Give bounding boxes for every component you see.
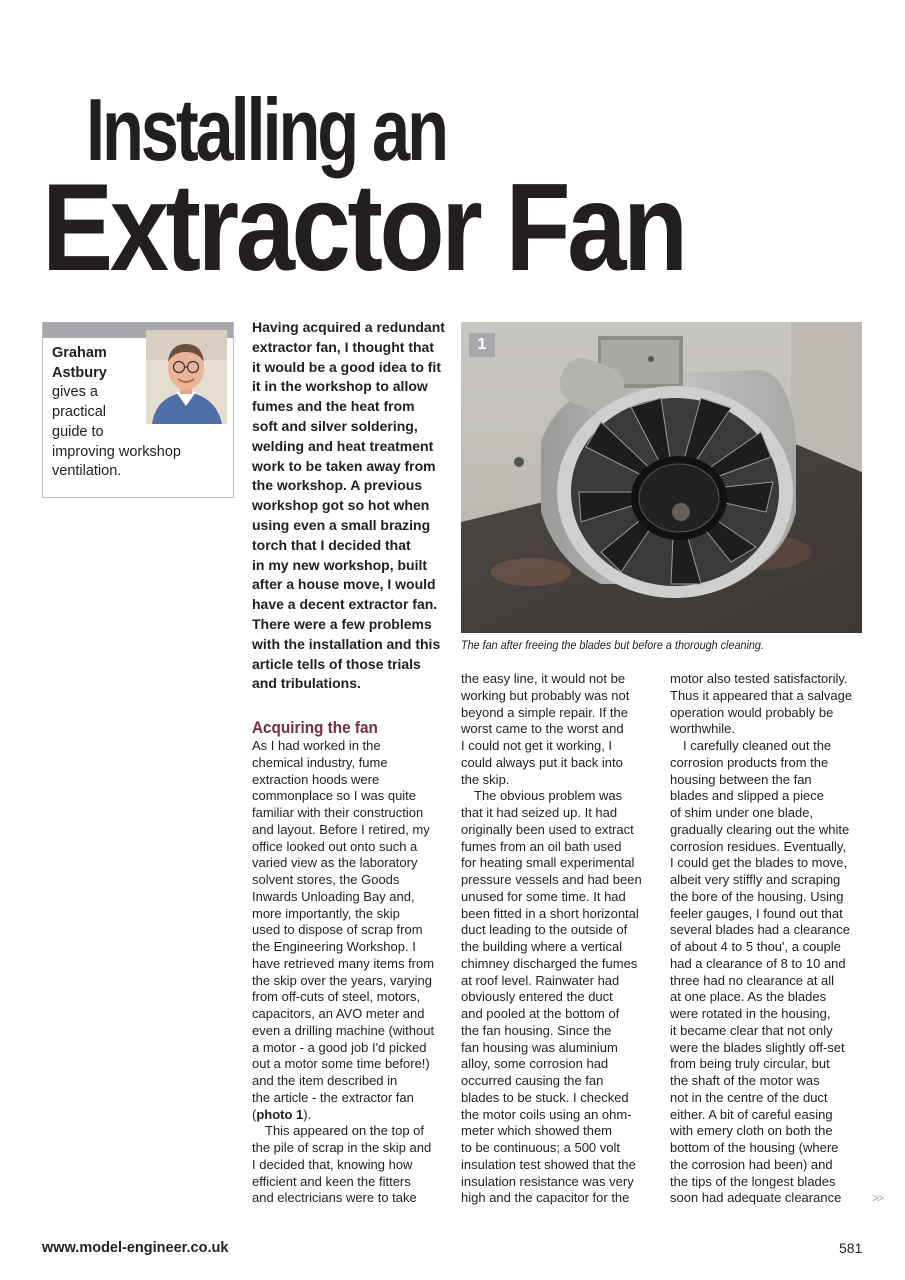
- continue-arrow-icon: >>: [872, 1191, 883, 1205]
- text-line: and pooled at the bottom of: [461, 1006, 620, 1021]
- text-line: obviously entered the duct: [461, 989, 613, 1005]
- text-line: even a drilling machine (without: [252, 1022, 435, 1038]
- text-line: chemical industry, fume: [252, 754, 388, 770]
- author-tagline: improving workshop: [52, 443, 181, 460]
- text-line: albeit very stiffly and scraping: [670, 872, 841, 887]
- text-line: using even a small brazing: [252, 516, 431, 533]
- text-line: torch that I decided that: [252, 536, 411, 553]
- text-line: chimney discharged the fumes: [461, 955, 638, 971]
- title-line-2: Extractor Fan: [42, 159, 685, 297]
- author-box: [42, 322, 234, 498]
- author-tagline: ventilation.: [52, 463, 122, 480]
- text-line: used to dispose of scrap from: [252, 922, 423, 938]
- text-line: were the blades slightly off-set: [670, 1039, 845, 1055]
- text-line: welding and heat treatment: [252, 437, 434, 454]
- text-line: occurred causing the fan: [461, 1073, 604, 1088]
- body-column-1: [252, 738, 452, 1207]
- text-line: had a clearance of 8 to 10 and: [670, 955, 846, 971]
- text-line: work to be taken away from: [252, 457, 436, 474]
- text-line: soon had adequate clearance: [670, 1190, 842, 1206]
- text-line: originally been used to extract: [461, 821, 634, 837]
- text-line: I decided that, knowing how: [252, 1156, 413, 1172]
- text-line: the skip.: [461, 771, 510, 787]
- title-line-1: Installing an: [86, 80, 446, 179]
- text-line: either. A bit of careful easing: [670, 1106, 833, 1122]
- fan-photo: [461, 322, 862, 633]
- text-line: motor also tested satisfactorily.: [670, 671, 848, 686]
- text-line: the article - the extractor fan: [252, 1089, 414, 1105]
- text-line: been fitted in a short horizontal: [461, 905, 639, 921]
- text-line: As I had worked in the: [252, 738, 381, 753]
- text-line: and the item described in: [252, 1073, 398, 1088]
- text-line: the corrosion had been) and: [670, 1156, 833, 1172]
- text-line: several blades had a clearance: [670, 922, 850, 938]
- text-line: a motor - a good job I'd picked: [252, 1039, 427, 1055]
- text-line: to be continuous; a 500 volt: [461, 1140, 621, 1155]
- text-line: Thus it appeared that a salvage: [670, 687, 853, 703]
- text-line: that it had seized up. It had: [461, 805, 618, 820]
- text-line: The obvious problem was: [474, 788, 623, 804]
- text-line: after a house move, I would: [252, 576, 436, 593]
- text-line: from being truly circular, but: [670, 1056, 830, 1072]
- text-line: fumes from an oil bath used: [461, 838, 622, 854]
- text-line: the bore of the housing. Using: [670, 888, 844, 904]
- text-line: the shaft of the motor was: [670, 1073, 820, 1088]
- text-line: have retrieved many items from: [252, 955, 435, 971]
- text-line: the tips of the longest blades: [670, 1173, 836, 1189]
- text-line: fan housing was aluminium: [461, 1039, 618, 1055]
- text-line: the easy line, it would not be: [461, 671, 626, 686]
- text-line: insulation test showed that the: [461, 1156, 636, 1172]
- text-line: the Engineering Workshop. I: [252, 939, 416, 954]
- text-line: could always put it back into: [461, 754, 623, 770]
- intro-standfirst: [252, 318, 448, 694]
- text-line: familiar with their construction: [252, 805, 424, 820]
- text-line: were rotated in the housing,: [670, 1006, 831, 1021]
- text-line: with emery cloth on both the: [670, 1123, 833, 1139]
- text-line: capacitors, an AVO meter and: [252, 1006, 425, 1021]
- text-line: meter which showed them: [461, 1123, 613, 1139]
- footer-website-link[interactable]: www.model-engineer.co.uk: [42, 1240, 229, 1256]
- text-line: pressure vessels and had been: [461, 872, 642, 887]
- body-column-2: [461, 671, 661, 1207]
- body-column-3: [670, 671, 870, 1207]
- text-line: the fan housing. Since the: [461, 1022, 612, 1038]
- text-line: and electricians were to take: [252, 1190, 417, 1206]
- text-line: corrosion products from the: [670, 754, 829, 770]
- author-tagline: guide to: [52, 423, 104, 440]
- text-line: soft and silver soldering,: [252, 417, 418, 434]
- text-line: the workshop. A previous: [252, 477, 423, 494]
- text-line: beyond a simple repair. If the: [461, 704, 628, 720]
- text-line: with the installation and this: [252, 635, 441, 652]
- text-line: duct leading to the outside of: [461, 922, 628, 938]
- text-line: of shim under one blade,: [670, 805, 814, 820]
- text-line: extractor fan, I thought that: [252, 338, 434, 355]
- author-byline: [52, 344, 181, 482]
- author-tagline: gives a: [52, 384, 98, 401]
- text-line: it became clear that not only: [670, 1022, 833, 1038]
- text-line: office looked out onto such a: [252, 838, 418, 854]
- text-line: This appeared on the top of: [265, 1123, 425, 1139]
- text-line: bottom of the housing (where: [670, 1140, 839, 1155]
- text-line: gradually clearing out the white: [670, 821, 850, 837]
- text-line: insulation resistance was very: [461, 1173, 634, 1189]
- page-number: 581: [839, 1240, 863, 1256]
- author-first-name: Graham: [52, 345, 107, 361]
- text-line: high and the capacitor for the: [461, 1190, 630, 1206]
- text-line: article tells of those trials: [252, 655, 421, 672]
- photo-ref-open: (: [252, 1106, 257, 1122]
- photo-caption: The fan after freeing the blades but before a thorough cleaning.: [461, 640, 764, 652]
- text-line: commonplace so I was quite: [252, 788, 417, 804]
- text-line: for heating small experimental: [461, 855, 635, 871]
- text-line: operation would probably be: [670, 704, 834, 720]
- text-line: efficient and keen the fitters: [252, 1173, 411, 1189]
- text-line: in my new workshop, built: [252, 556, 428, 573]
- text-line: housing between the fan: [670, 771, 812, 787]
- text-line: solvent stores, the Goods: [252, 872, 400, 887]
- text-line: the building where a vertical: [461, 939, 623, 954]
- photo-number-badge: 1: [477, 336, 487, 353]
- photo-ref-label: photo 1: [256, 1106, 304, 1122]
- text-line: the motor coils using an ohm-: [461, 1106, 632, 1122]
- text-line: I carefully cleaned out the: [683, 738, 832, 753]
- photo-ref-close: ).: [303, 1106, 312, 1122]
- text-line: not in the centre of the duct: [670, 1089, 828, 1105]
- text-line: it in the workshop to allow: [252, 378, 428, 395]
- text-line: out a motor some time before!): [252, 1056, 430, 1072]
- text-line: I could get the blades to move,: [670, 855, 848, 871]
- text-line: corrosion residues. Eventually,: [670, 838, 847, 854]
- text-line: and layout. Before I retired, my: [252, 821, 430, 837]
- text-line: varied view as the laboratory: [252, 855, 418, 871]
- text-line: at one place. As the blades: [670, 989, 827, 1005]
- text-line: Having acquired a redundant: [252, 319, 445, 335]
- author-tagline: practical: [52, 404, 106, 421]
- text-line: fumes and the heat from: [252, 398, 415, 415]
- text-line: the skip over the years, varying: [252, 972, 432, 988]
- text-line: alloy, some corrosion had: [461, 1056, 609, 1072]
- text-line: more importantly, the skip: [252, 905, 400, 921]
- text-line: Inwards Unloading Bay and,: [252, 888, 415, 904]
- section-heading: Acquiring the fan: [252, 718, 378, 737]
- text-line: have a decent extractor fan.: [252, 596, 438, 613]
- text-line: the pile of scrap in the skip and: [252, 1140, 432, 1155]
- text-line: from off-cuts of steel, motors,: [252, 989, 421, 1005]
- text-line: worst came to the worst and: [461, 721, 624, 737]
- photo-reference-line: [252, 1107, 452, 1124]
- text-line: three had no clearance at all: [670, 972, 835, 988]
- text-line: There were a few problems: [252, 615, 432, 632]
- author-last-name: Astbury: [52, 364, 107, 381]
- text-line: extraction hoods were: [252, 771, 380, 787]
- text-line: blades and slipped a piece: [670, 788, 824, 804]
- text-line: of about 4 to 5 thou', a couple: [670, 939, 841, 954]
- text-line: I could not get it working, I: [461, 738, 613, 753]
- text-line: worthwhile.: [670, 721, 736, 737]
- text-line: and tribulations.: [252, 675, 361, 692]
- text-line: workshop got so hot when: [252, 497, 430, 514]
- text-line: working but probably was not: [461, 687, 630, 703]
- text-line: blades to be stuck. I checked: [461, 1089, 629, 1105]
- text-line: feeler gauges, I found out that: [670, 905, 843, 921]
- text-line: unused for some time. It had: [461, 888, 626, 904]
- text-line: it would be a good idea to fit: [252, 358, 441, 375]
- text-line: at roof level. Rainwater had: [461, 972, 620, 988]
